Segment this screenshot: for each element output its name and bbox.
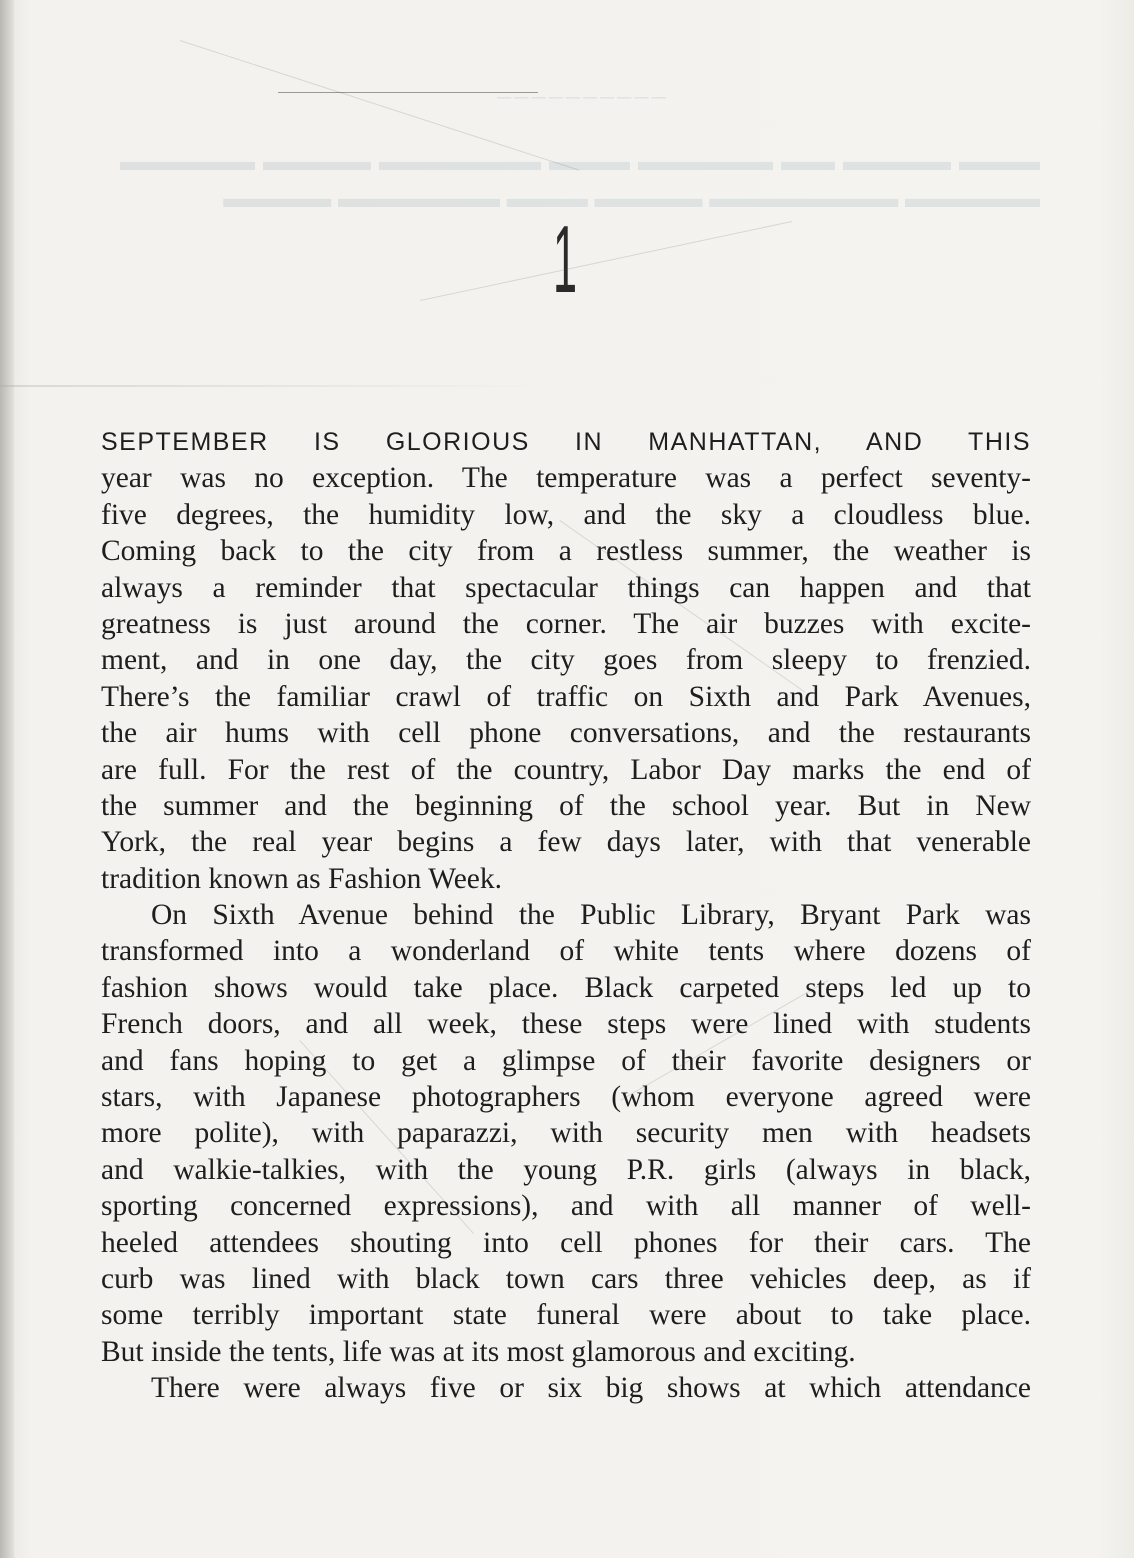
text-line: On Sixth Avenue behind the Public Library, Bryant Park was — [151, 899, 1031, 932]
text-line: French doors, and all week, these steps were lined with students — [101, 1008, 1031, 1041]
page-gutter-shadow — [0, 0, 14, 1558]
text-line: ment, and in one day, the city goes from sleepy to frenzied. — [101, 644, 1031, 677]
chapter-number: 1 — [552, 206, 578, 313]
text-line: transformed into a wonderland of white tents where dozens of — [101, 935, 1031, 968]
page-scratch — [420, 221, 792, 301]
text-line: Coming back to the city from a restless summer, the weather is — [101, 535, 1031, 568]
text-line: fashion shows would take place. Black carpeted steps led up to — [101, 971, 1031, 1004]
text-line: heeled attendees shouting into cell phones for their cars. The — [101, 1226, 1031, 1259]
text-line: York, the real year begins a few days later, with that venerable — [101, 826, 1031, 859]
text-line: always a reminder that spectacular things can happen and that — [101, 571, 1031, 604]
opening-line: SEPTEMBER IS GLORIOUS IN MANHATTAN, AND THIS — [101, 428, 1031, 456]
text-line: the summer and the beginning of the school year. But in New — [101, 789, 1031, 822]
text-line: There were always five or six big shows at which attendance — [151, 1372, 1031, 1405]
text-line: some terribly important state funeral were about to take place. — [101, 1299, 1031, 1332]
text-line: But inside the tents, life was at its most glamorous and exciting. — [101, 1335, 856, 1368]
page-crease — [0, 385, 560, 387]
text-line: and walkie-talkies, with the young P.R. girls (always in black, — [101, 1153, 1031, 1186]
text-line: sporting concerned expressions), and with all manner of well- — [101, 1190, 1031, 1223]
text-line: are full. For the rest of the country, Labor Day marks the end of — [101, 753, 1031, 786]
show-through-text: ────────── ▬▬▬ ▬▬▬▬ ▬▬ ▬▬▬▬▬ ▬▬▬ ▬▬▬▬▬▬ ▬▬▬▬ ▬▬▬▬▬ ▬▬▬▬▬ ▬▬▬▬▬▬▬ ▬▬▬▬ ▬▬▬ ▬▬▬▬▬▬ ▬▬▬▬ — [120, 87, 1040, 213]
text-line: greatness is just around the corner. The air buzzes with excite- — [101, 607, 1031, 640]
text-line: more polite), with paparazzi, with security men with headsets — [101, 1117, 1031, 1150]
text-line: and fans hoping to get a glimpse of their favorite designers or — [101, 1044, 1031, 1077]
text-line: There’s the familiar crawl of traffic on Sixth and Park Avenues, — [101, 680, 1031, 713]
text-line: stars, with Japanese photographers (whom everyone agreed were — [101, 1081, 1031, 1114]
text-line: five degrees, the humidity low, and the sky a cloudless blue. — [101, 498, 1031, 531]
text-line: the air hums with cell phone conversations, and the restaurants — [101, 717, 1031, 750]
chapter-body — [101, 424, 1031, 1407]
text-line: curb was lined with black town cars three vehicles deep, as if — [101, 1262, 1031, 1295]
text-line: year was no exception. The temperature was a perfect seventy- — [101, 462, 1031, 495]
text-line: tradition known as Fashion Week. — [101, 862, 503, 895]
